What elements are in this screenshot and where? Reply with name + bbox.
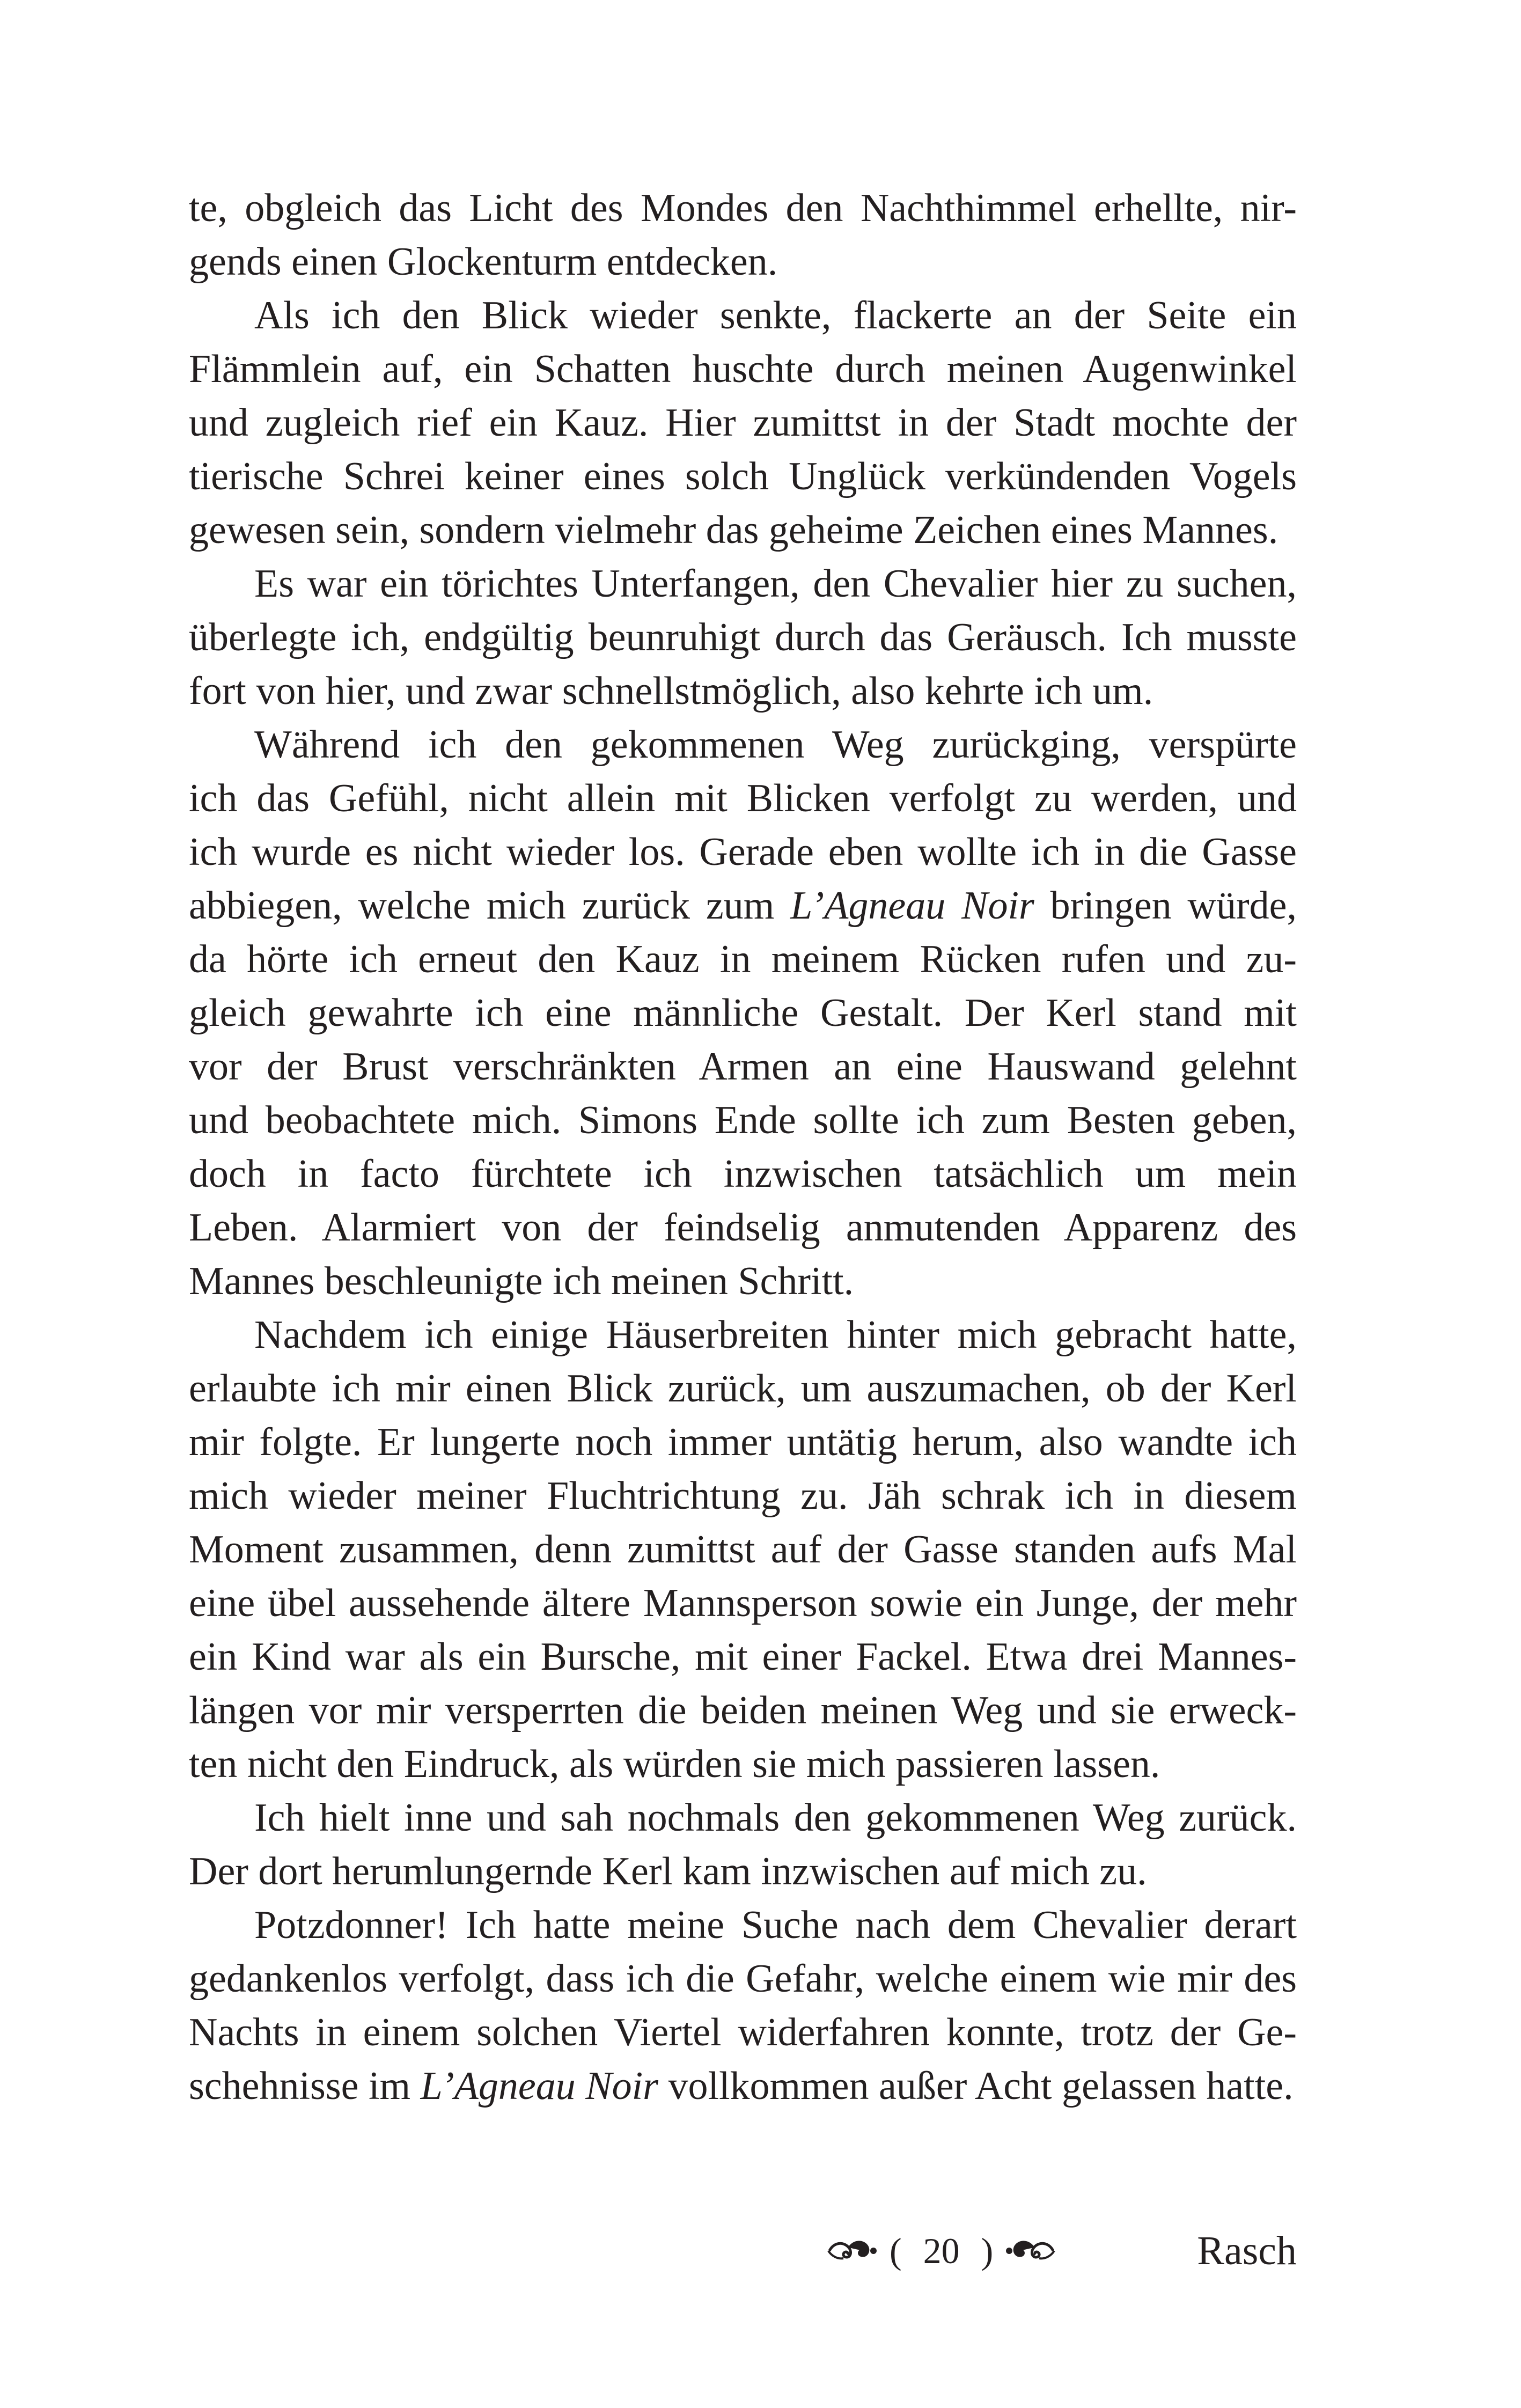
text-line: ich das Gefühl, nicht allein mit Blicken verfolgt zu werden, und bbox=[189, 776, 1297, 820]
paragraph bbox=[189, 289, 1297, 557]
text-segment: vollkommen außer Acht gelassen hatte. bbox=[658, 2064, 1294, 2108]
body-text bbox=[189, 181, 1297, 2113]
text-line: Leben. Alarmiert von der feindselig anmutenden Apparenz des bbox=[189, 1206, 1297, 1250]
folio-close: ) bbox=[981, 2230, 994, 2271]
text-line: mich wieder meiner Fluchtrichtung zu. Jäh schrak ich in diesem bbox=[189, 1474, 1297, 1518]
text-line: Es war ein törichtes Unterfangen, den Chevalier hier zu suchen, bbox=[254, 562, 1297, 606]
text-line: fort von hier, und zwar schnellstmöglich, also kehrte ich um. bbox=[189, 669, 1153, 713]
text-line: Potzdonner! Ich hatte meine Suche nach dem Chevalier derart bbox=[254, 1903, 1297, 1947]
fleuron-left-icon bbox=[827, 2235, 879, 2267]
text-line: mir folgte. Er lungerte noch immer untätig herum, also wandte ich bbox=[189, 1420, 1297, 1464]
paragraph bbox=[189, 718, 1297, 1308]
text-line: ten nicht den Eindruck, als würden sie mich passieren lassen. bbox=[189, 1742, 1160, 1786]
text-line: doch in facto fürchtete ich inzwischen tatsächlich um mein bbox=[189, 1152, 1297, 1196]
text-line: gewesen sein, sondern vielmehr das geheime Zeichen eines Mannes. bbox=[189, 508, 1278, 552]
text-line: überlegte ich, endgültig beunruhigt durch das Geräusch. Ich musste bbox=[189, 615, 1297, 659]
page-footer bbox=[189, 2221, 1297, 2280]
text-line: längen vor mir versperrten die beiden meinen Weg und sie erweck- bbox=[189, 1688, 1297, 1732]
text-line: da hörte ich erneut den Kauz in meinem Rücken rufen und zu- bbox=[189, 937, 1297, 981]
paragraph bbox=[189, 1791, 1297, 1898]
text-line: ich wurde es nicht wieder los. Gerade eben wollte ich in die Gasse bbox=[189, 830, 1297, 874]
folio bbox=[827, 2221, 1055, 2280]
text-line: erlaubte ich mir einen Blick zurück, um auszumachen, ob der Kerl bbox=[189, 1367, 1297, 1411]
page-number: 20 bbox=[923, 2230, 960, 2271]
text-line: und beobachtete mich. Simons Ende sollte ich zum Besten geben, bbox=[189, 1098, 1297, 1142]
text-line: Ich hielt inne und sah nochmals den gekommenen Weg zurück. bbox=[254, 1796, 1297, 1840]
fleuron-right-icon bbox=[1004, 2235, 1055, 2267]
text-line: gedankenlos verfolgt, dass ich die Gefahr, welche einem wie mir des bbox=[189, 1957, 1297, 2001]
paragraph bbox=[189, 557, 1297, 718]
text-line: Während ich den gekommenen Weg zurückging, verspürte bbox=[254, 723, 1297, 767]
folio-open: ( bbox=[890, 2230, 902, 2271]
text-segment: abbiegen, welche mich zurück zum bbox=[189, 884, 791, 928]
text-line: Als ich den Blick wieder senkte, flackerte an der Seite ein bbox=[254, 293, 1297, 337]
text-line: Moment zusammen, denn zumittst auf der Gasse standen aufs Mal bbox=[189, 1528, 1297, 1572]
text-line: Flämmlein auf, ein Schatten huschte durch meinen Augenwinkel bbox=[189, 347, 1297, 391]
text-segment: bringen würde, bbox=[1034, 884, 1297, 928]
text-line: Nachdem ich einige Häuserbreiten hinter mich gebracht hatte, bbox=[254, 1313, 1297, 1357]
paragraph bbox=[189, 1308, 1297, 1791]
text-line: ein Kind war als ein Bursche, mit einer Fackel. Etwa drei Mannes- bbox=[189, 1635, 1297, 1679]
text-line: eine übel aussehende ältere Mannsperson sowie ein Junge, der mehr bbox=[189, 1581, 1297, 1625]
paragraph bbox=[189, 181, 1297, 289]
running-head: Rasch bbox=[1197, 2228, 1297, 2273]
italic-title: L’Agneau Noir bbox=[790, 884, 1034, 928]
text-line: gleich gewahrte ich eine männliche Gestalt. Der Kerl stand mit bbox=[189, 991, 1297, 1035]
text-segment: schehnisse im bbox=[189, 2064, 421, 2108]
text-line: Der dort herumlungernde Kerl kam inzwischen auf mich zu. bbox=[189, 1849, 1147, 1893]
text-line: Nachts in einem solchen Viertel widerfahren konnte, trotz der Ge- bbox=[189, 2010, 1297, 2054]
text-line: te, obgleich das Licht des Mondes den Nachthimmel erhellte, nir- bbox=[189, 186, 1297, 230]
text-line: Mannes beschleunigte ich meinen Schritt. bbox=[189, 1259, 854, 1303]
text-line: gends einen Glockenturm entdecken. bbox=[189, 240, 778, 284]
text-line bbox=[189, 879, 1297, 933]
text-line: und zugleich rief ein Kauz. Hier zumittst in der Stadt mochte der bbox=[189, 401, 1297, 445]
text-line: vor der Brust verschränkten Armen an eine Hauswand gelehnt bbox=[189, 1045, 1297, 1089]
text-line: tierische Schrei keiner eines solch Unglück verkündenden Vogels bbox=[189, 454, 1297, 498]
paragraph bbox=[189, 1898, 1297, 2113]
italic-title: L’Agneau Noir bbox=[420, 2064, 658, 2108]
text-line bbox=[189, 2059, 1297, 2113]
